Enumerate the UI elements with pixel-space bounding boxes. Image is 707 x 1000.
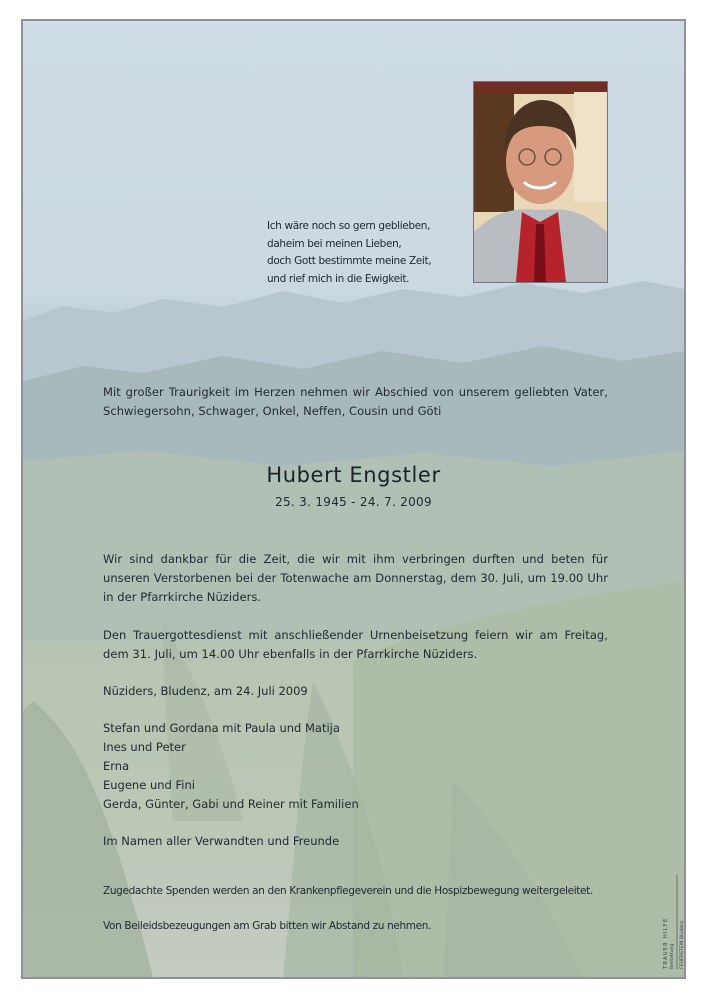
relative-entry: Erna [103, 759, 130, 773]
place-date: Nüziders, Bludenz, am 24. Juli 2009 [103, 684, 308, 698]
obituary-card [21, 19, 691, 979]
portrait-illustration [474, 82, 607, 282]
logo-line: Bestattung [670, 943, 675, 969]
donations-text: Zugedachte Spenden werden an den Krankenpflegeverein und die Hospizbewegung weitergeleitet. [103, 885, 593, 897]
logo-line: FEUERSTEIN Bludenz [680, 920, 685, 969]
gratitude-text: Wir sind dankbar für die Zeit, die wir mit ihm verbringen durften und beten für unseren Verstorbenen bei der Totenwache am Donnerstag, dem 30. Juli, um 19.00 Uhr in der Pfarrkirche Nüziders. [103, 552, 608, 604]
portrait-photo [473, 81, 608, 283]
funeral-home-logo: TRAUER HILFE Bestattung FEUERSTEIN Bludenz www.trauerhilfe.at [663, 917, 691, 969]
deceased-name: Hubert Engstler [266, 463, 441, 487]
funeral-text: Den Trauergottesdienst mit anschließender Urnenbeisetzung feiern wir am Freitag, dem 31. Juli, um 14.00 Uhr ebenfalls in der Pfarrkirche Nüziders. [103, 628, 608, 661]
logo-line: TRAUER HILFE [663, 917, 669, 969]
condolences-text: Von Beileidsbezeugungen am Grab bitten wir Abstand zu nehmen. [103, 920, 432, 932]
life-dates: 25. 3. 1945 - 24. 7. 2009 [275, 495, 432, 509]
relative-entry: Eugene und Fini [103, 778, 195, 792]
poem-line: und rief mich in die Ewigkeit. [267, 272, 410, 285]
relative-entry: Stefan und Gordana mit Paula und Matija [103, 721, 340, 735]
poem-line: daheim bei meinen Lieben, [267, 237, 402, 250]
relative-entry: Gerda, Günter, Gabi und Reiner mit Familien [103, 797, 359, 811]
poem-line: Ich wäre noch so gern geblieben, [267, 220, 431, 232]
intro-text: Mit großer Traurigkeit im Herzen nehmen wir Abschied von unserem geliebten Vater, Schwiegersohn, Schwager, Onkel, Neffen, Cousin und Göti [103, 385, 608, 418]
poem-line: doch Gott bestimmte meine Zeit, [267, 255, 432, 267]
relatives-list [103, 719, 359, 814]
relative-entry: Ines und Peter [103, 740, 186, 754]
closing-text: Im Namen aller Verwandten und Freunde [103, 834, 340, 848]
poem [267, 218, 467, 288]
